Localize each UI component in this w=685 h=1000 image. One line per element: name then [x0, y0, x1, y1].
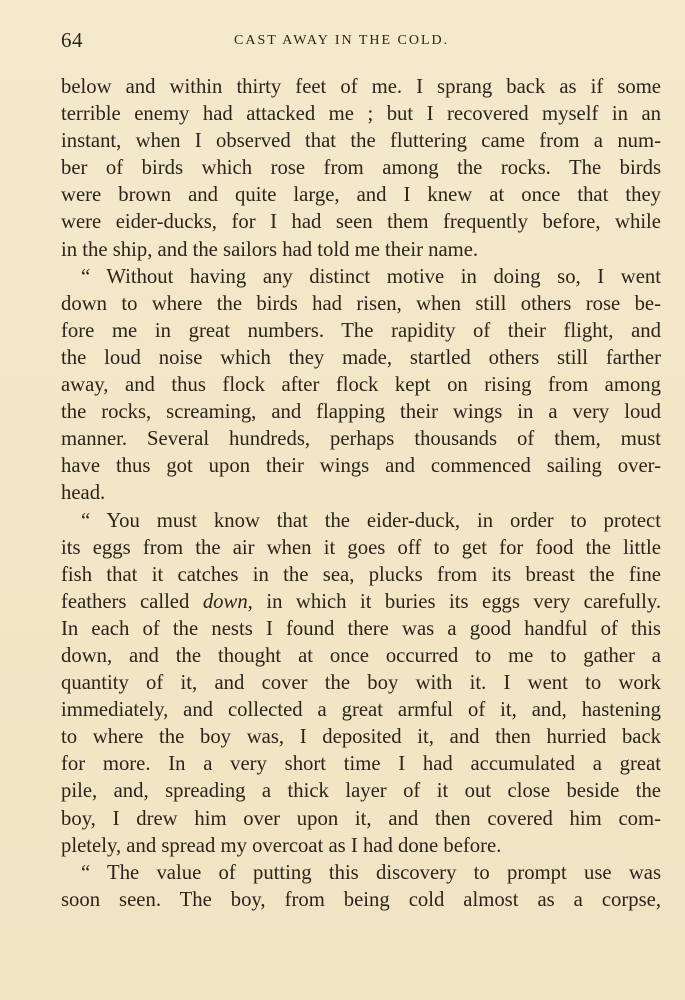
text-line: its eggs from the air when it goes off to get for food the little [61, 536, 661, 559]
text-line: in the ship, and the sailors had told me their name. [61, 238, 479, 261]
emphasized-word: down, [202, 590, 253, 613]
text-line-with-emphasis [61, 589, 661, 616]
text-line: fish that it catches in the sea, plucks from its breast the fine [61, 563, 661, 586]
text-line: down, and the thought at once occurred to me to gather a [61, 644, 661, 667]
text-line: below and within thirty feet of me. I sprang back as if some [61, 76, 661, 98]
text-line: boy, I drew him over upon it, and then covered him com- [61, 807, 661, 830]
text-line: immediately, and collected a great armful of it, and, hastening [61, 699, 661, 722]
text-line: manner. Several hundreds, perhaps thousands of them, must [61, 428, 661, 451]
text-line: “ You must know that the eider-duck, in order to protect [81, 509, 661, 532]
text-line: instant, when I observed that the fluttering came from a num- [61, 130, 661, 153]
text-line: fore me in great numbers. The rapidity of their flight, and [61, 319, 661, 342]
text-line: have thus got upon their wings and commenced sailing over- [61, 455, 661, 478]
text-line: the rocks, screaming, and flapping their wings in a very loud [61, 401, 661, 424]
text-line: In each of the nests I found there was a good handful of this [61, 617, 661, 640]
text-line: for more. In a very short time I had accumulated a great [61, 753, 661, 776]
text-line: away, and thus flock after flock kept on rising from among [61, 374, 661, 397]
text-line: were eider-ducks, for I had seen them frequently before, while [61, 211, 661, 234]
text-line: down to where the birds had risen, when still others rose be- [61, 292, 661, 315]
text-line: the loud noise which they made, startled others still farther [61, 346, 661, 369]
body-text [61, 74, 661, 914]
page-header [61, 28, 661, 58]
text-line: were brown and quite large, and I knew at once that they [61, 184, 661, 207]
text-segment: feathers called [61, 590, 203, 613]
text-line: to where the boy was, I deposited it, and then hurried back [61, 726, 661, 749]
text-segment: in which it buries its eggs very carefully. [252, 590, 661, 613]
text-line: pile, and, spreading a thick layer of it out close beside the [61, 780, 661, 803]
running-head: CAST AWAY IN THE COLD. [234, 33, 450, 48]
page-number: 64 [61, 28, 83, 52]
text-line: soon seen. The boy, from being cold almost as a corpse, [61, 888, 661, 911]
text-line: quantity of it, and cover the boy with it. I went to work [61, 672, 661, 695]
text-line: terrible enemy had attacked me ; but I recovered myself in an [61, 103, 661, 126]
text-line: “ The value of putting this discovery to prompt use was [81, 861, 661, 884]
text-line: pletely, and spread my overcoat as I had done before. [61, 834, 502, 857]
text-line: head. [61, 482, 106, 505]
text-line: ber of birds which rose from among the rocks. The birds [61, 157, 661, 180]
text-line: “ Without having any distinct motive in doing so, I went [81, 265, 661, 288]
